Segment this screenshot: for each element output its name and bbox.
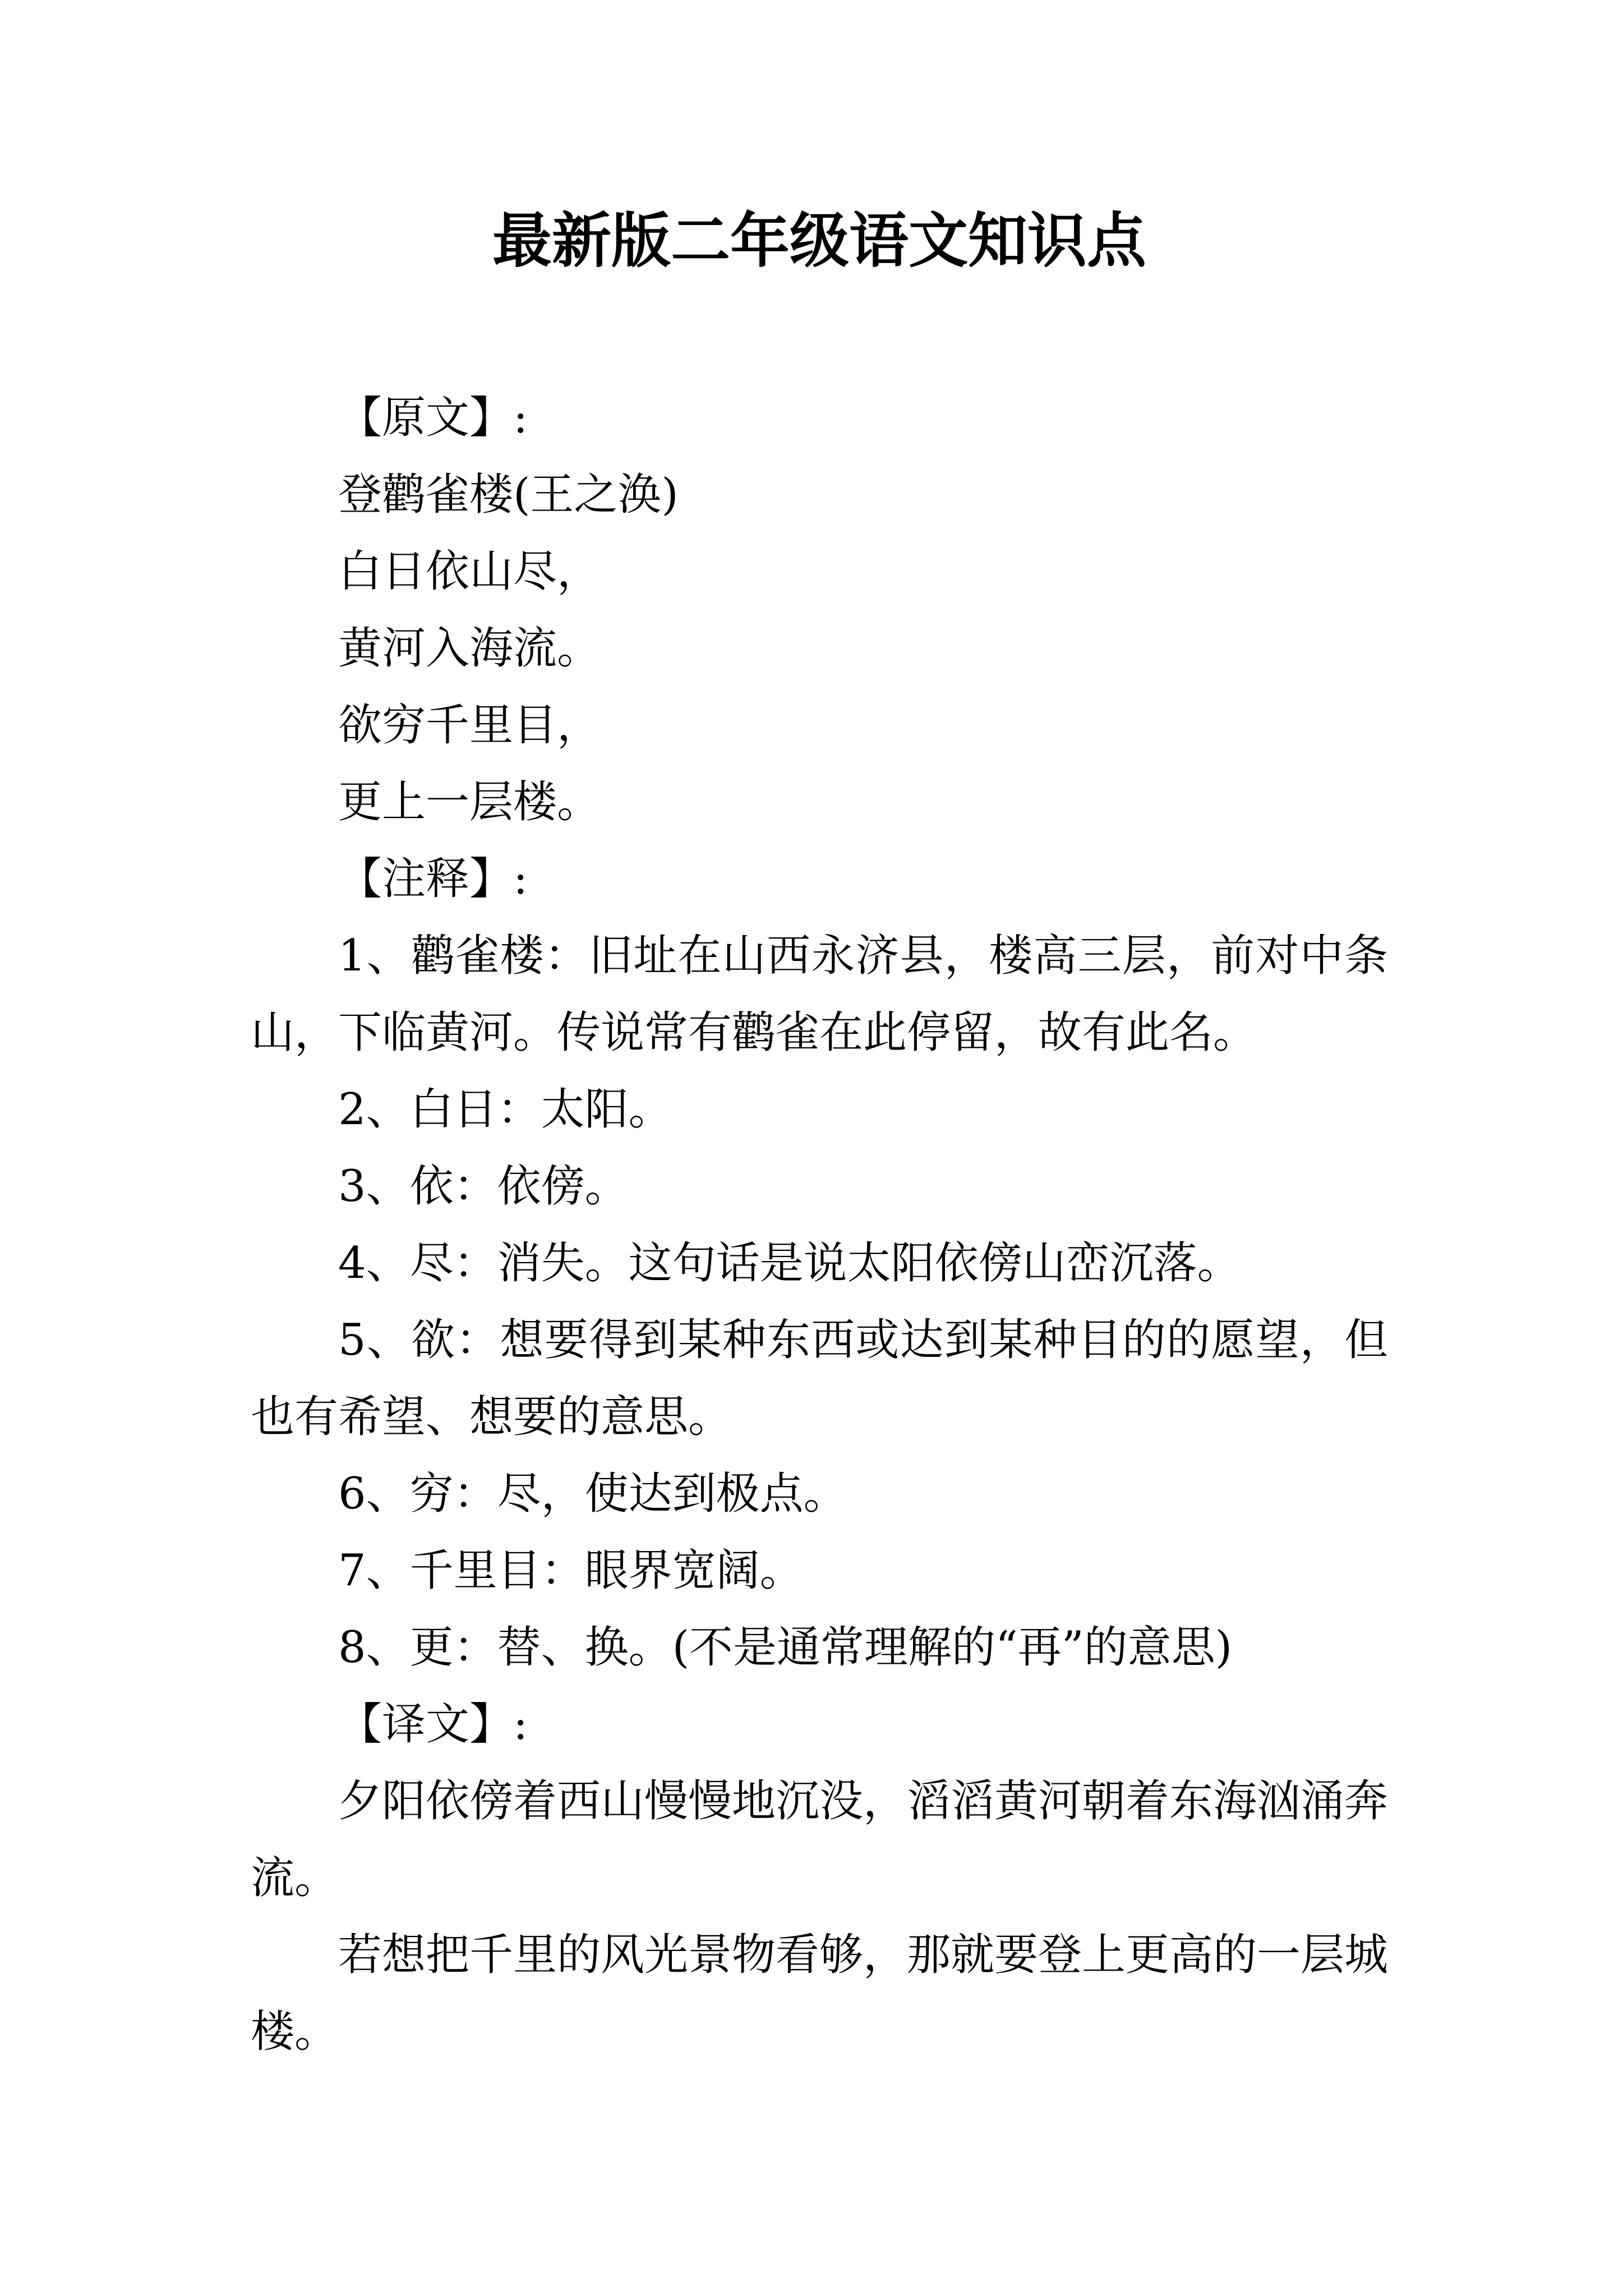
document-title: 最新版二年级语文知识点 — [492, 205, 1146, 275]
note-item — [251, 1071, 1388, 1148]
note-line: 7、千里目：眼界宽阔。 — [338, 1545, 804, 1596]
poem-line: 更上一层楼。 — [338, 777, 601, 827]
note-line: 4、尽：消失。这句话是说太阳依傍山峦沉落。 — [338, 1238, 1241, 1289]
original-section — [251, 380, 1388, 841]
notes-section — [251, 841, 1388, 1686]
note-line: 5、欲：想要得到某种东西或达到某种目的的愿望，但 — [338, 1315, 1388, 1365]
note-line: 也有希望、想要的意思。 — [251, 1392, 732, 1442]
translation-paragraph — [251, 1763, 1388, 1917]
note-line: 2、白日：太阳。 — [338, 1084, 672, 1135]
poem-line: 欲穷千里目， — [338, 700, 601, 751]
translation-line: 若想把千里的风光景物看够，那就要登上更高的一层城 — [338, 1930, 1389, 1980]
document-body — [251, 380, 1388, 2070]
translation-line: 夕阳依傍着西山慢慢地沉没，滔滔黄河朝着东海汹涌奔 — [338, 1776, 1389, 1826]
note-line: 8、更：替、换。(不是通常理解的“再”的意思) — [338, 1622, 1233, 1673]
note-item — [251, 1456, 1388, 1533]
translation-section — [251, 1686, 1388, 2070]
note-line: 山，下临黄河。传说常有鹳雀在此停留，故有此名。 — [251, 1007, 1257, 1058]
section-heading-original: 【原文】: — [338, 393, 528, 443]
note-item — [251, 1533, 1388, 1609]
poem-title: 登鹳雀楼(王之涣) — [338, 470, 679, 520]
note-line: 1、鹳雀楼：旧址在山西永济县，楼高三层，前对中条 — [338, 931, 1388, 981]
poem-line: 黄河入海流。 — [338, 623, 601, 674]
note-item — [251, 918, 1388, 1071]
translation-line: 流。 — [251, 1853, 339, 1903]
note-item — [251, 1302, 1388, 1456]
section-heading-notes: 【注释】: — [338, 854, 528, 904]
note-line: 3、依：依傍。 — [338, 1161, 629, 1212]
note-item — [251, 1609, 1388, 1686]
note-item — [251, 1148, 1388, 1225]
note-item — [251, 1225, 1388, 1302]
translation-paragraph — [251, 1917, 1388, 2070]
section-heading-translation: 【译文】: — [338, 1699, 528, 1750]
translation-line: 楼。 — [251, 2007, 339, 2057]
note-line: 6、穷：尽，使达到极点。 — [338, 1469, 847, 1519]
poem-line: 白日依山尽， — [338, 546, 601, 597]
